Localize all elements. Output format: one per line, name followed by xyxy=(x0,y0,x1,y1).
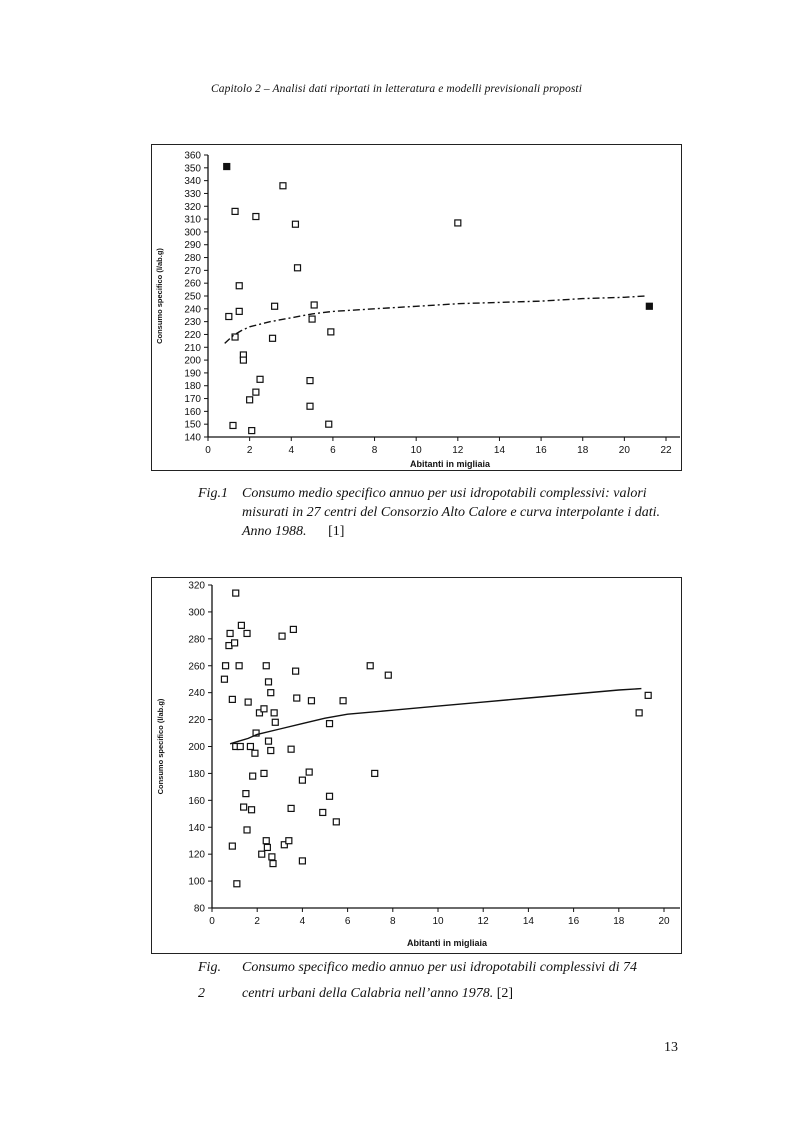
c2-x-tick-label: 14 xyxy=(522,916,534,927)
c1-data-point xyxy=(253,214,259,220)
c2-data-point xyxy=(270,861,276,867)
running-header: Capitolo 2 – Analisi dati riportati in letteratura e modelli previsionali proposti xyxy=(211,83,582,95)
c2-data-point xyxy=(327,721,333,727)
c1-x-axis-label: Abitanti in migliaia xyxy=(409,459,491,469)
c2-y-tick-label: 80 xyxy=(193,903,205,915)
c2-y-tick-label: 300 xyxy=(188,607,205,619)
c1-data-point xyxy=(328,329,334,335)
c1-interpolating-curve xyxy=(225,296,646,343)
c1-y-tick-label: 320 xyxy=(184,201,201,213)
c1-y-tick-label: 190 xyxy=(184,368,201,380)
c2-data-point xyxy=(340,698,346,704)
c1-y-tick-label: 280 xyxy=(184,253,201,265)
c2-data-point xyxy=(266,679,272,685)
c1-y-tick-label: 210 xyxy=(184,342,201,354)
c1-x-tick-label: 10 xyxy=(410,445,422,456)
c2-data-point xyxy=(263,663,269,669)
c2-x-tick-label: 10 xyxy=(432,916,444,927)
c1-y-tick-label: 270 xyxy=(184,265,201,277)
c1-data-point xyxy=(311,302,317,308)
c2-data-point xyxy=(290,626,296,632)
c2-x-tick-label: 0 xyxy=(209,916,215,927)
c2-data-point xyxy=(308,698,314,704)
c2-data-point xyxy=(367,663,373,669)
c2-data-point xyxy=(286,838,292,844)
figure-2-svg xyxy=(152,578,681,953)
c1-x-tick-label: 4 xyxy=(288,445,295,456)
c2-data-point xyxy=(372,770,378,776)
c2-data-point xyxy=(385,672,391,678)
c2-data-point xyxy=(299,777,305,783)
c2-data-point xyxy=(238,622,244,628)
c1-data-point xyxy=(226,314,232,320)
figure-1-svg xyxy=(152,145,681,470)
c2-data-point xyxy=(333,819,339,825)
c2-y-tick-label: 320 xyxy=(188,580,205,592)
c2-data-point xyxy=(229,696,235,702)
c1-x-tick-label: 14 xyxy=(493,445,506,456)
c2-data-point xyxy=(268,690,274,696)
figure-2-caption-label: Fig. 2 xyxy=(198,960,221,1001)
c2-y-tick-label: 200 xyxy=(188,742,205,753)
c1-x-tick-label: 20 xyxy=(618,445,630,456)
c2-y-tick-label: 280 xyxy=(188,634,205,646)
c1-y-tick-label: 340 xyxy=(184,176,201,188)
c2-data-point xyxy=(223,663,229,669)
c1-y-tick-label: 290 xyxy=(184,240,201,252)
c2-y-tick-label: 240 xyxy=(188,688,205,700)
c2-y-tick-label: 120 xyxy=(188,849,205,861)
c2-y-tick-label: 160 xyxy=(188,795,205,807)
c1-data-point xyxy=(295,265,301,271)
c2-data-point xyxy=(243,791,249,797)
c1-data-point xyxy=(326,421,332,427)
c1-data-point xyxy=(249,428,255,434)
c1-x-tick-label: 16 xyxy=(535,445,547,456)
c2-data-point xyxy=(269,854,275,860)
c2-data-point xyxy=(327,793,333,799)
c2-data-point xyxy=(268,748,274,754)
c2-data-point xyxy=(247,744,253,750)
c2-y-tick-label: 260 xyxy=(188,661,205,673)
figure-1-caption-label: Fig.1 xyxy=(198,486,228,501)
c1-data-point xyxy=(236,283,242,289)
c1-y-tick-label: 150 xyxy=(184,419,201,431)
c2-data-point xyxy=(237,744,243,750)
c2-data-point xyxy=(271,710,277,716)
c1-data-point xyxy=(253,389,259,395)
c2-x-tick-label: 4 xyxy=(299,916,306,927)
c2-x-tick-label: 16 xyxy=(568,916,580,927)
c2-data-point xyxy=(229,843,235,849)
c2-y-tick-label: 100 xyxy=(188,876,205,888)
c1-data-point xyxy=(230,422,236,428)
c1-data-point xyxy=(240,357,246,363)
c2-y-axis-label: Consumo specifico (l/ab.g) xyxy=(156,698,165,795)
c2-x-axis-label: Abitanti in migliaia xyxy=(406,938,488,948)
figure-1-chart xyxy=(151,144,682,471)
c2-x-tick-label: 8 xyxy=(390,916,396,927)
c2-x-tick-label: 6 xyxy=(344,916,351,927)
c2-data-point xyxy=(266,738,272,744)
c2-data-point xyxy=(288,805,294,811)
c2-data-point xyxy=(636,710,642,716)
c2-data-point xyxy=(299,858,305,864)
c2-data-point xyxy=(263,838,269,844)
c2-data-point xyxy=(306,769,312,775)
c1-data-point xyxy=(247,397,253,403)
figure-2-caption-text: Consumo specifico medio annuo per usi idropotabili complessivi di 74 centri urbani della Calabria nell’anno 1978. xyxy=(242,960,637,1001)
c1-y-tick-label: 330 xyxy=(184,188,201,200)
c2-data-point xyxy=(244,630,250,636)
c2-data-point xyxy=(249,807,255,813)
c1-y-tick-label: 310 xyxy=(184,214,201,226)
c2-data-point xyxy=(279,633,285,639)
c1-x-tick-label: 22 xyxy=(660,445,672,456)
c2-x-tick-label: 20 xyxy=(658,916,670,927)
c1-data-point xyxy=(307,378,313,384)
c1-highlighted-point xyxy=(224,164,230,170)
c2-data-point xyxy=(261,770,267,776)
c2-interpolating-curve xyxy=(230,689,641,744)
c1-y-axis-label: Consumo specifico (l/ab.g) xyxy=(155,248,164,344)
c1-y-tick-label: 200 xyxy=(184,355,201,367)
c2-data-point xyxy=(232,640,238,646)
c2-y-tick-label: 180 xyxy=(188,768,205,780)
c2-x-tick-label: 18 xyxy=(613,916,625,927)
c1-x-tick-label: 8 xyxy=(371,445,378,456)
c1-y-tick-label: 160 xyxy=(184,406,201,418)
c2-data-point xyxy=(294,695,300,701)
c1-y-tick-label: 360 xyxy=(184,150,201,162)
c1-y-tick-label: 250 xyxy=(184,291,201,303)
c2-data-point xyxy=(221,676,227,682)
c2-data-point xyxy=(244,827,250,833)
c2-data-point xyxy=(293,668,299,674)
c1-y-tick-label: 140 xyxy=(184,432,201,444)
c1-data-point xyxy=(272,303,278,309)
c2-data-point xyxy=(227,630,233,636)
c2-data-point xyxy=(233,590,239,596)
c1-data-point xyxy=(232,208,238,214)
c1-y-tick-label: 180 xyxy=(184,381,201,393)
c2-data-point xyxy=(288,746,294,752)
c1-data-point xyxy=(309,316,315,322)
figure-2-chart xyxy=(151,577,682,954)
c1-y-tick-label: 230 xyxy=(184,317,201,329)
c2-data-point xyxy=(245,699,251,705)
c2-data-point xyxy=(236,663,242,669)
c1-data-point xyxy=(236,308,242,314)
c2-data-point xyxy=(234,881,240,887)
c1-y-tick-label: 260 xyxy=(184,278,201,290)
c1-data-point xyxy=(307,403,313,409)
figure-1-caption-ref: [1] xyxy=(328,524,345,539)
c1-y-tick-label: 300 xyxy=(184,227,201,239)
c2-x-tick-label: 12 xyxy=(477,916,489,927)
c2-y-tick-label: 140 xyxy=(188,822,205,834)
c2-data-point xyxy=(261,706,267,712)
c1-data-point xyxy=(455,220,461,226)
c2-data-point xyxy=(264,844,270,850)
c1-x-tick-label: 2 xyxy=(246,445,253,456)
c2-data-point xyxy=(250,773,256,779)
c1-x-tick-label: 18 xyxy=(577,445,589,456)
c2-data-point xyxy=(645,692,651,698)
c1-x-tick-label: 6 xyxy=(330,445,336,456)
page-number: 13 xyxy=(664,1040,678,1055)
c1-y-tick-label: 240 xyxy=(184,304,201,316)
c2-data-point xyxy=(320,809,326,815)
c1-y-tick-label: 350 xyxy=(184,163,201,175)
c1-data-point xyxy=(257,376,263,382)
figure-2-caption-ref: [2] xyxy=(496,986,514,1001)
c1-y-tick-label: 220 xyxy=(184,329,201,341)
c2-data-point xyxy=(259,851,265,857)
c2-data-point xyxy=(252,750,258,756)
c1-data-point xyxy=(280,183,286,189)
c2-data-point xyxy=(272,719,278,725)
c1-x-tick-label: 12 xyxy=(452,445,464,456)
c1-highlighted-point xyxy=(646,303,652,309)
c1-data-point xyxy=(270,335,276,341)
c1-y-tick-label: 170 xyxy=(184,394,201,406)
c1-x-tick-label: 0 xyxy=(205,445,211,456)
figure-1-caption-text: Consumo medio specifico annuo per usi idropotabili complessivi: valori misurati in 27 centri del Consorzio Alto Calore e curva interpolante i dati. Anno 1988. xyxy=(242,486,661,539)
c2-x-tick-label: 2 xyxy=(254,916,260,927)
c2-data-point xyxy=(241,804,247,810)
c2-y-tick-label: 220 xyxy=(188,715,205,727)
c1-data-point xyxy=(292,221,298,227)
